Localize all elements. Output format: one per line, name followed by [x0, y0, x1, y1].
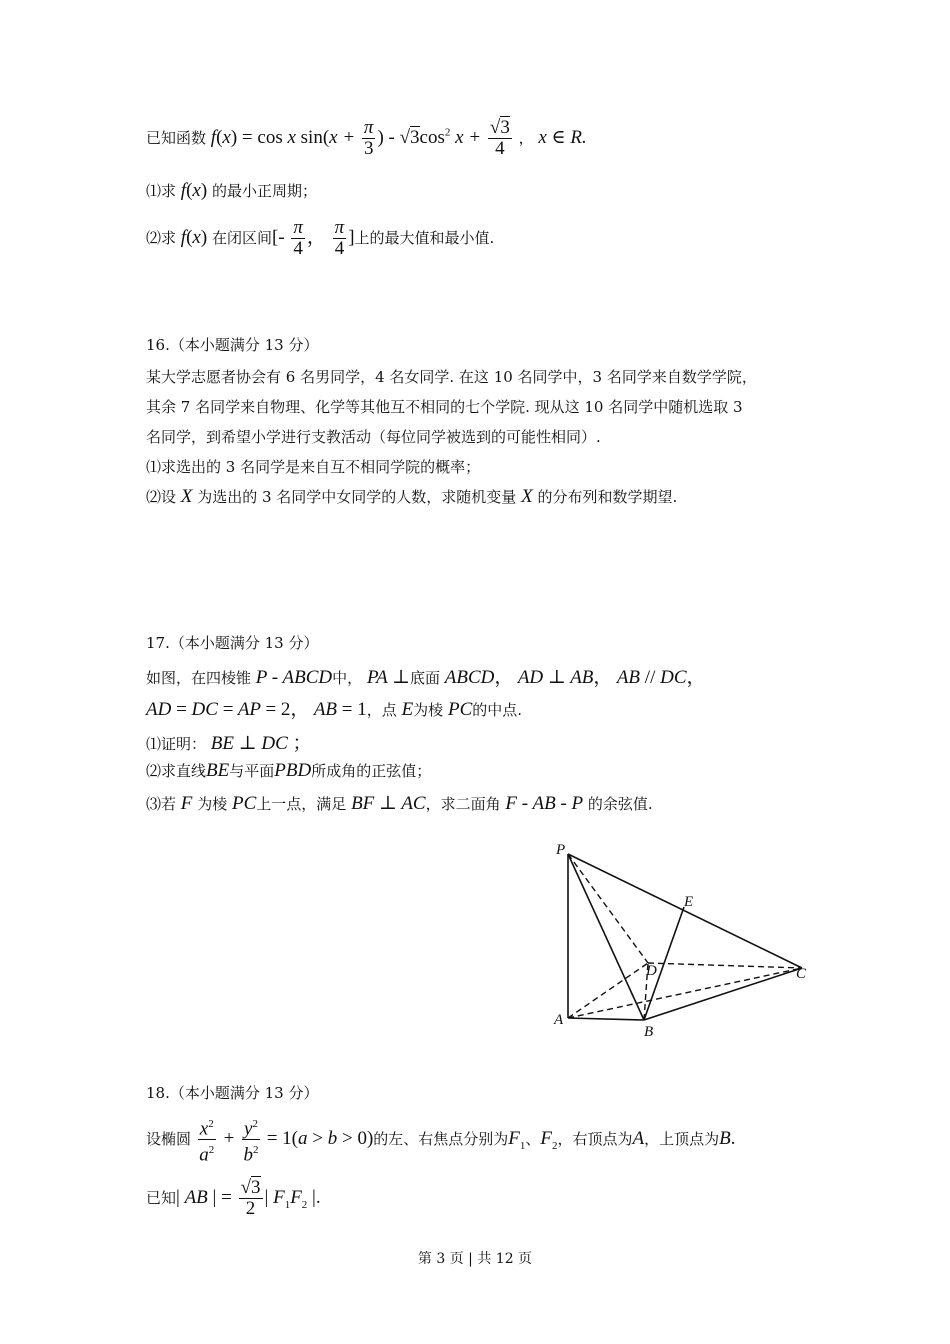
p15-q1: ⑴求 f(x) 的最小正周期； [146, 180, 317, 201]
label-D: D [646, 963, 657, 979]
edge-AC [568, 968, 802, 1018]
p16-text-3: 名同学，到希望小学进行支教活动（每位同学被选到的可能性相同）. [146, 428, 601, 446]
edge-DC [648, 963, 802, 968]
label-E: E [684, 894, 694, 910]
p18-text-1: 设椭圆 $\frac{x^2}{a^2}$ + $\frac{y^2}{b^2}$ = 1(a > b > 0)的左、右焦点分别为$F_1$、$F_2$，右顶点为A，上顶点为B. [146, 1114, 736, 1166]
p16-q2: ⑵设 X 为选出的 3 名同学中女同学的人数，求随机变量 X 的分布列和数学期望. [146, 486, 678, 507]
p16-header: 16.（本小题满分 13 分） [146, 336, 319, 354]
p17-text-2: AD = DC = AP = 2， AB = 1，点 E为棱 PC的中点. [146, 699, 523, 720]
p17-q1: ⑴证明： BE ⊥ DC ； [146, 733, 312, 754]
p16-text-2: 其余 7 名同学来自物理、化学等其他互不相同的七个学院. 现从这 10 名同学中随机选取 3 [146, 398, 743, 416]
edge-PB [568, 854, 644, 1020]
p15-function-line: 已知函数 f(x) = cos x sin(x + $\frac{\pi}{3}$ ) - $√3\cos^2$ x + $\frac{√3}{4}$ ， x ∈ R. [146, 117, 587, 159]
p16-q1: ⑴求选出的 3 名同学是来自互不相同学院的概率； [146, 458, 481, 476]
edge-AB [568, 1018, 644, 1020]
label-A: A [554, 1012, 564, 1028]
p16-text-1: 某大学志愿者协会有 6 名男同学，4 名女同学. 在这 10 名同学中，3 名同学来自数学学院， [146, 368, 757, 386]
p18-text-2: 已知| AB | = $\frac{√3}{2}$ | $F_1F_2$ |. [146, 1177, 321, 1219]
edge-BC [644, 968, 802, 1020]
page-footer: 第 3 页 | 共 12 页 [417, 1251, 533, 1267]
label-B: B [644, 1024, 654, 1040]
label-P: P [556, 842, 566, 858]
p17-q3: ⑶若 F 为棱 PC上一点，满足 BF ⊥ AC，求二面角 F - AB - P 的余弦值. [146, 793, 653, 814]
p17-q2: ⑵求直线BE与平面PBD所成角的正弦值； [146, 760, 432, 781]
p17-text-1: 如图，在四棱锥 P - ABCD中， PA ⊥底面 ABCD， AD ⊥ AB， AB // DC， [146, 667, 706, 688]
edge-PD [568, 854, 648, 963]
p18-header: 18.（本小题满分 13 分） [146, 1084, 319, 1102]
p15-function-formula: f(x) = cos x sin(x + $\frac{\pi}{3}$ ) - $√3\cos^2$ x + $\frac{√3}{4}$ [210, 117, 510, 159]
label-C: C [796, 966, 807, 982]
p17-header: 17.（本小题满分 13 分） [146, 634, 319, 652]
p15-q2: ⑵求 f(x) 在闭区间[- $\frac{\pi}{4}$ ， $\frac{\pi}{4}$ ]上的最大值和最小值. [146, 217, 495, 259]
ellipse-equation: $\frac{x^2}{a^2}$ + $\frac{y^2}{b^2}$ = 1(a > b > 0) [191, 1128, 373, 1149]
pyramid-figure [548, 836, 818, 1046]
edge-PC [568, 854, 802, 968]
